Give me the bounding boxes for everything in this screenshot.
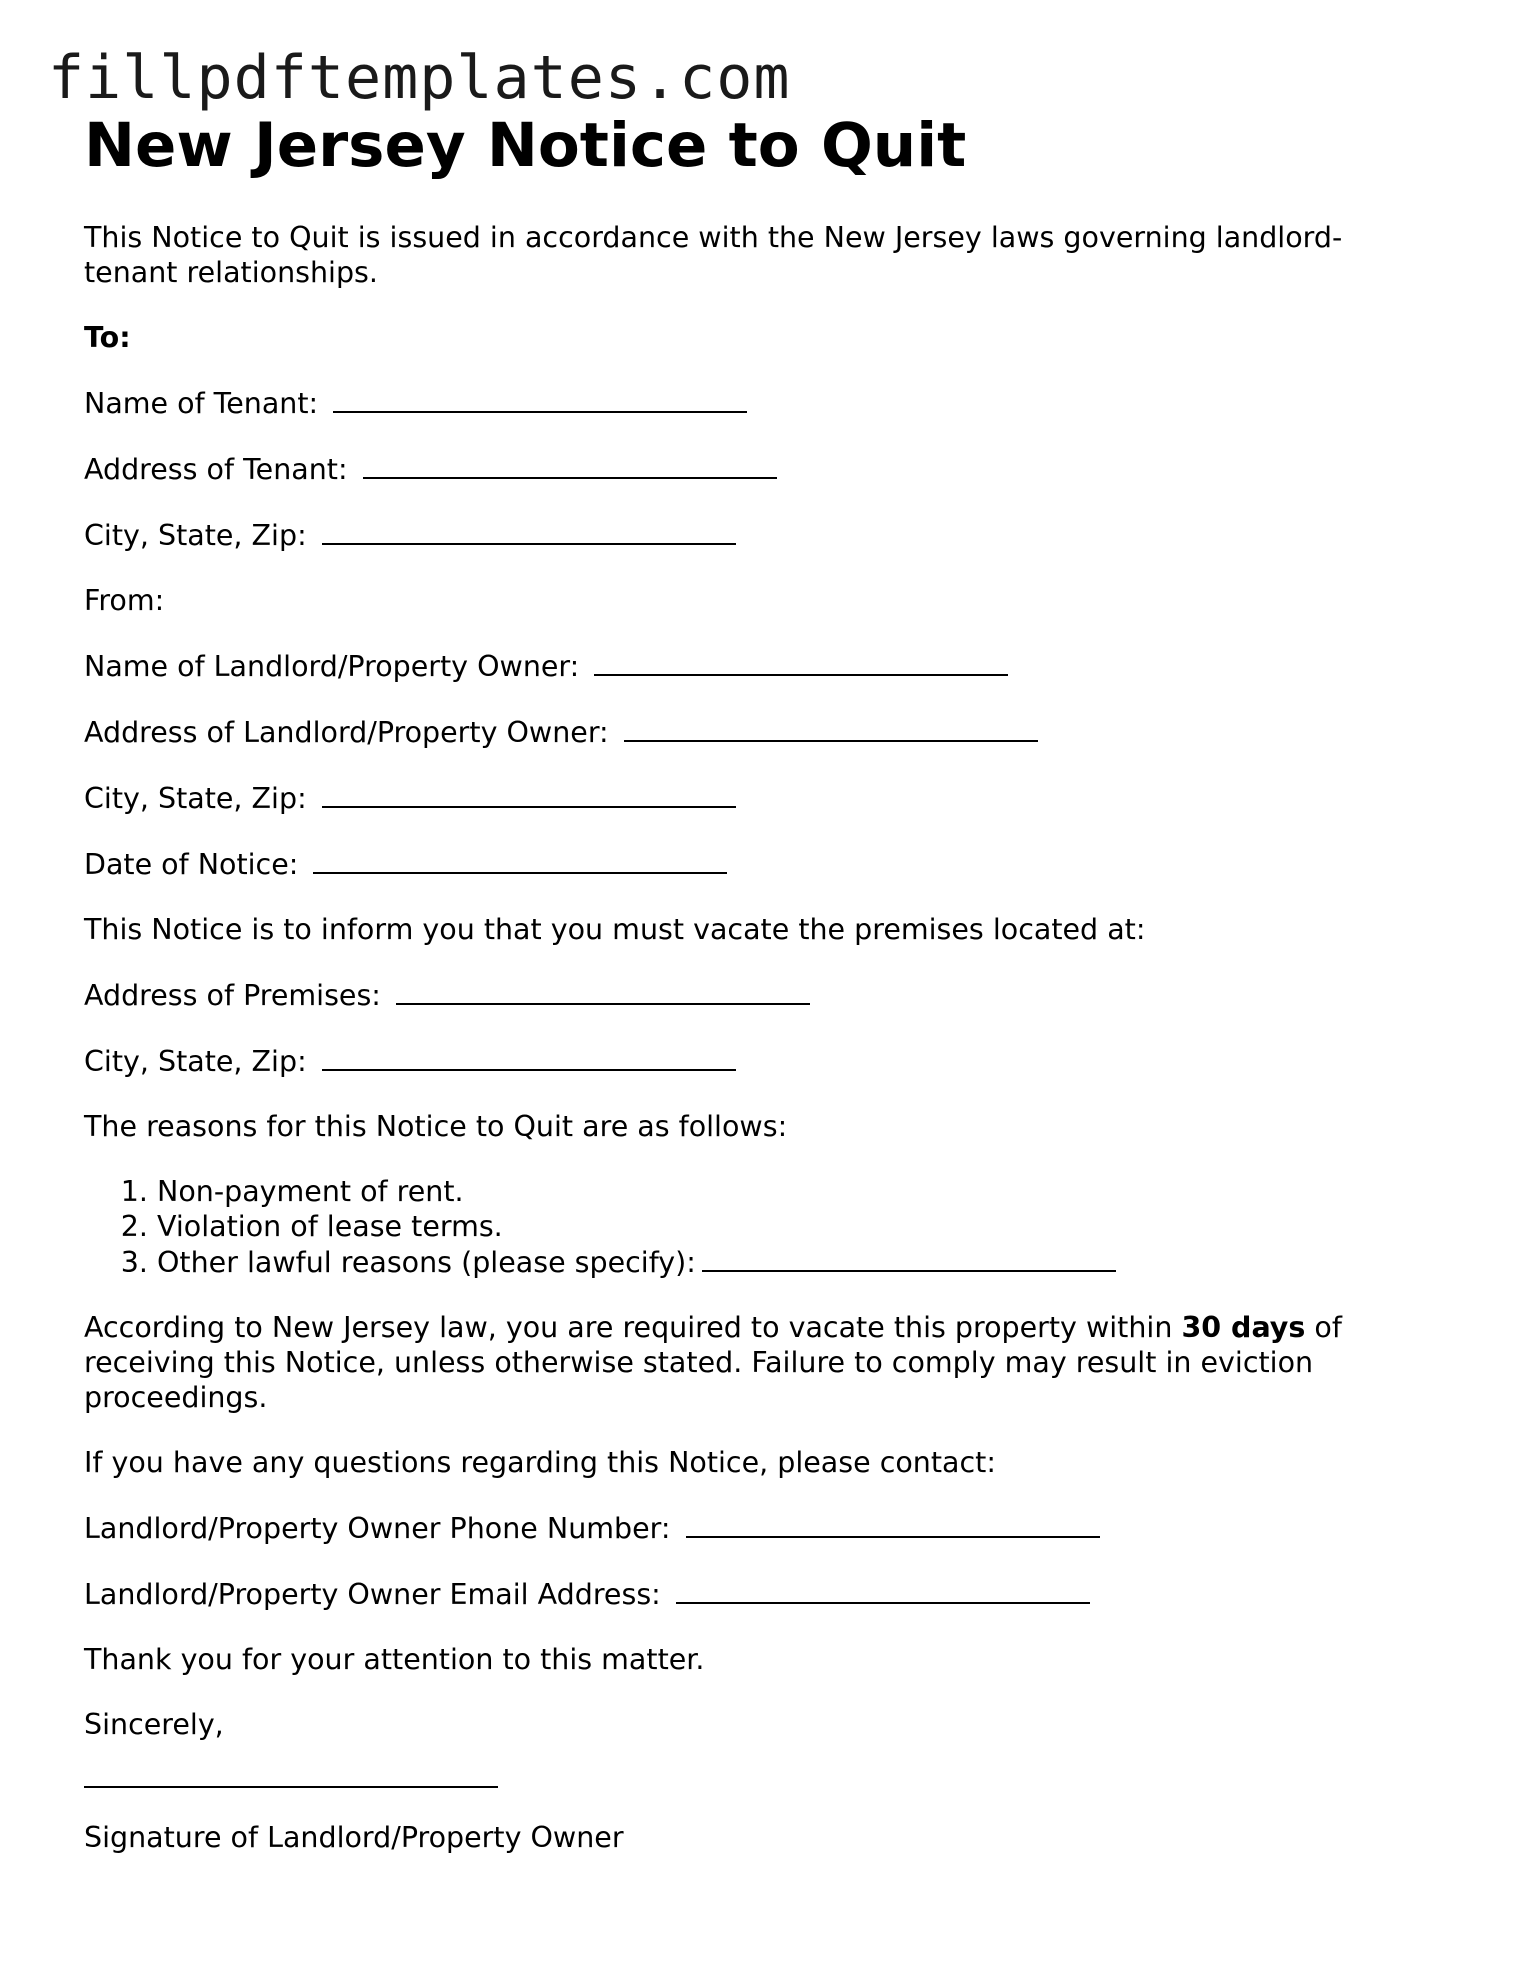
notice-date-blank[interactable] [313, 846, 727, 874]
landlord-address-label: Address of Landlord/Property Owner: [84, 716, 609, 749]
tenant-city-label: City, State, Zip: [84, 519, 307, 552]
other-reason-blank[interactable] [702, 1244, 1116, 1272]
thanks-text: Thank you for your attention to this matter. [84, 1643, 705, 1676]
email-blank[interactable] [676, 1576, 1090, 1604]
vacate-intro: This Notice is to inform you that you must vacate the premises located at: [84, 913, 1146, 946]
reasons-intro: The reasons for this Notice to Quit are as follows: [84, 1110, 788, 1143]
landlord-name-field [84, 648, 1434, 684]
landlord-city-label: City, State, Zip: [84, 782, 307, 815]
to-label: To: [84, 321, 131, 354]
premises-city-field [84, 1043, 1434, 1079]
reason-text: Non-payment of rent. [157, 1175, 464, 1208]
watermark-text: fillpdftemplates.com [48, 43, 791, 113]
tenant-city-blank[interactable] [322, 517, 736, 545]
reason-text: Violation of lease terms. [157, 1210, 503, 1243]
phone-field [84, 1510, 1434, 1546]
notice-date-label: Date of Notice: [84, 848, 299, 881]
premises-address-label: Address of Premises: [84, 979, 381, 1012]
reasons-list [84, 1174, 1434, 1280]
tenant-city-field [84, 517, 1434, 553]
tenant-address-label: Address of Tenant: [84, 453, 348, 486]
landlord-address-field [84, 714, 1434, 750]
contact-intro: If you have any questions regarding this Notice, please contact: [84, 1446, 996, 1479]
landlord-name-blank[interactable] [594, 648, 1008, 676]
premises-address-field [84, 977, 1434, 1013]
landlord-city-blank[interactable] [322, 780, 736, 808]
notice-date-field [84, 846, 1434, 882]
phone-blank[interactable] [686, 1510, 1100, 1538]
signature-label: Signature of Landlord/Property Owner [84, 1821, 624, 1854]
list-item [157, 1244, 1434, 1280]
premises-city-blank[interactable] [322, 1043, 736, 1071]
from-label: From: [84, 584, 165, 617]
page-title: New Jersey Notice to Quit [84, 110, 967, 181]
email-label: Landlord/Property Owner Email Address: [84, 1578, 661, 1611]
intro-paragraph: This Notice to Quit is issued in accordance with the New Jersey laws governing landlord-tenant relationships. [84, 221, 1343, 289]
premises-address-blank[interactable] [396, 977, 810, 1005]
law-text-before: According to New Jersey law, you are required to vacate this property within [84, 1311, 1182, 1344]
reason-text: Other lawful reasons (please specify): [157, 1246, 696, 1279]
tenant-name-blank[interactable] [333, 385, 747, 413]
landlord-name-label: Name of Landlord/Property Owner: [84, 650, 580, 683]
closing-text: Sincerely, [84, 1708, 224, 1741]
email-field [84, 1576, 1434, 1612]
phone-label: Landlord/Property Owner Phone Number: [84, 1512, 671, 1545]
landlord-city-field [84, 780, 1434, 816]
signature-line[interactable] [84, 1786, 498, 1788]
tenant-name-field [84, 385, 1434, 421]
document-body [84, 108, 1434, 1885]
deadline-days: 30 days [1181, 1311, 1306, 1344]
landlord-address-blank[interactable] [624, 714, 1038, 742]
tenant-address-field [84, 451, 1434, 487]
list-item [157, 1209, 1434, 1244]
list-item [157, 1174, 1434, 1209]
law-paragraph [84, 1310, 1434, 1415]
premises-city-label: City, State, Zip: [84, 1045, 307, 1078]
tenant-name-label: Name of Tenant: [84, 387, 319, 420]
law-text-after: of receiving this Notice, unless otherwise stated. Failure to comply may result in eviction proceedings. [84, 1311, 1342, 1414]
tenant-address-blank[interactable] [363, 451, 777, 479]
